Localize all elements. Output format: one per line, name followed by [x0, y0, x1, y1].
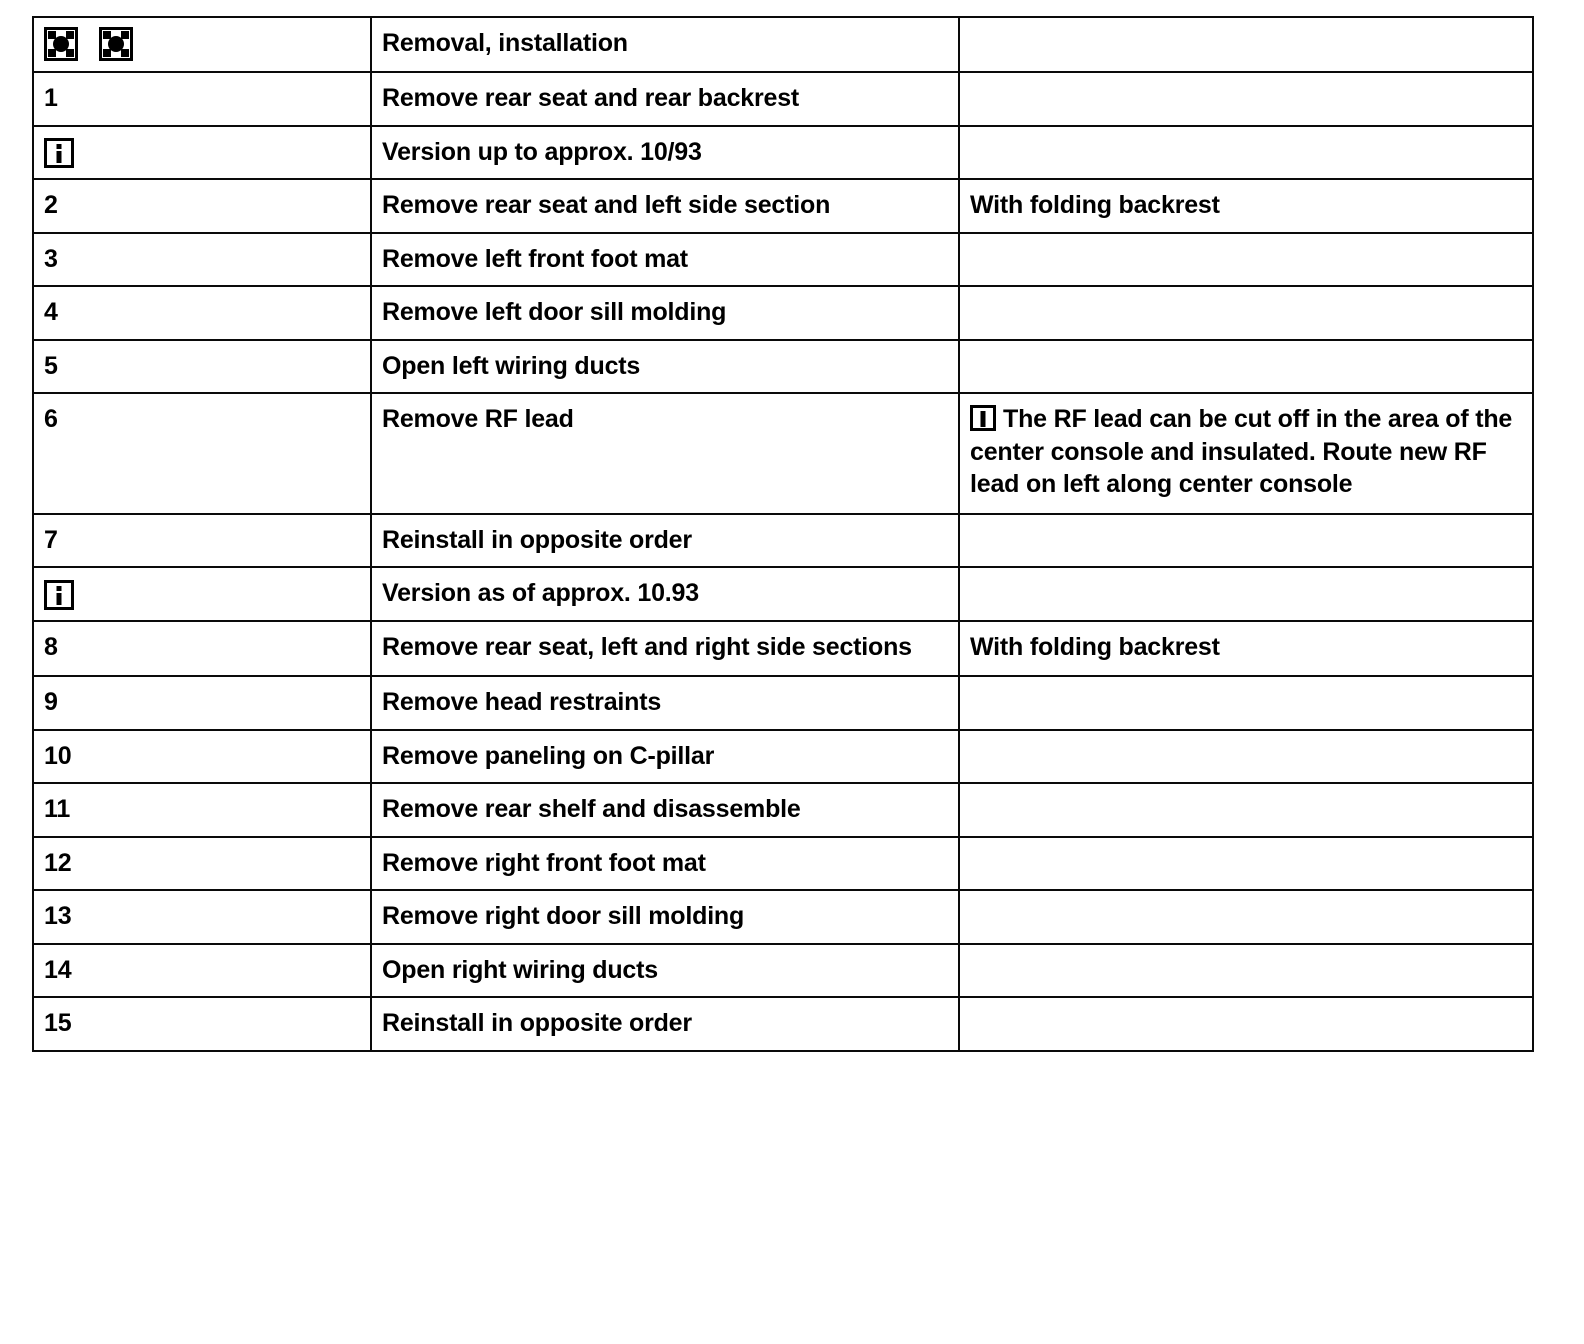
note-cell: [959, 286, 1533, 340]
note-cell: [959, 17, 1533, 72]
step-cell: [33, 567, 371, 621]
step-cell: 8: [33, 621, 371, 677]
note-cell: [959, 567, 1533, 621]
note-cell: With folding backrest: [959, 179, 1533, 233]
table-row: [33, 567, 1533, 621]
step-cell: 6: [33, 393, 371, 514]
operation-cell: Removal, installation: [371, 17, 959, 72]
step-cell: 4: [33, 286, 371, 340]
table-row: [33, 730, 1533, 784]
operation-cell: Remove rear seat, left and right side sections: [371, 621, 959, 677]
note-cell: [959, 676, 1533, 730]
note-cell: [959, 944, 1533, 998]
note-cell: [959, 393, 1533, 514]
note-cell: With folding backrest: [959, 621, 1533, 677]
step-cell: [33, 17, 371, 72]
operation-cell: Remove right door sill molding: [371, 890, 959, 944]
step-cell: [33, 126, 371, 180]
installation-icon: [99, 27, 133, 61]
table-row: [33, 17, 1533, 72]
table-row: [33, 126, 1533, 180]
table-row: [33, 676, 1533, 730]
note-cell: [959, 233, 1533, 287]
operation-cell: Open left wiring ducts: [371, 340, 959, 394]
note-cell: [959, 730, 1533, 784]
operation-cell: Remove rear shelf and disassemble: [371, 783, 959, 837]
information-icon: [970, 405, 996, 431]
operation-cell: Remove rear seat and left side section: [371, 179, 959, 233]
step-cell: 1: [33, 72, 371, 126]
table-row: [33, 233, 1533, 287]
step-cell: 9: [33, 676, 371, 730]
operation-cell: Remove paneling on C-pillar: [371, 730, 959, 784]
note-cell: [959, 837, 1533, 891]
information-icon: [44, 580, 74, 610]
table-row: [33, 837, 1533, 891]
table-row: [33, 783, 1533, 837]
table-row: [33, 997, 1533, 1051]
operation-cell: Reinstall in opposite order: [371, 514, 959, 568]
note-cell: [959, 72, 1533, 126]
operation-cell: Remove head restraints: [371, 676, 959, 730]
table-row: [33, 179, 1533, 233]
operation-cell: Open right wiring ducts: [371, 944, 959, 998]
note-cell: [959, 997, 1533, 1051]
step-cell: 11: [33, 783, 371, 837]
information-icon: [44, 138, 74, 168]
operation-cell: Remove right front foot mat: [371, 837, 959, 891]
note-cell: [959, 126, 1533, 180]
step-cell: 10: [33, 730, 371, 784]
operation-cell: Version up to approx. 10/93: [371, 126, 959, 180]
step-cell: 15: [33, 997, 371, 1051]
procedure-table: [32, 16, 1534, 1052]
table-row: [33, 890, 1533, 944]
note-text: The RF lead can be cut off in the area of the center console and insulated. Route new RF lead on left along center console: [970, 405, 1513, 499]
table-row: [33, 944, 1533, 998]
note-cell: [959, 890, 1533, 944]
step-cell: 2: [33, 179, 371, 233]
operation-cell: Remove left front foot mat: [371, 233, 959, 287]
operation-cell: Version as of approx. 10.93: [371, 567, 959, 621]
step-cell: 7: [33, 514, 371, 568]
table-row: [33, 340, 1533, 394]
note-cell: [959, 783, 1533, 837]
operation-cell: Remove rear seat and rear backrest: [371, 72, 959, 126]
operation-cell: Remove RF lead: [371, 393, 959, 514]
step-cell: 12: [33, 837, 371, 891]
table-row: [33, 514, 1533, 568]
table-row: [33, 72, 1533, 126]
table-row: [33, 286, 1533, 340]
step-cell: 14: [33, 944, 371, 998]
note-cell: [959, 514, 1533, 568]
step-cell: 3: [33, 233, 371, 287]
table-row: [33, 621, 1533, 677]
step-cell: 5: [33, 340, 371, 394]
operation-cell: Remove left door sill molding: [371, 286, 959, 340]
removal-icon: [44, 27, 78, 61]
note-cell: [959, 340, 1533, 394]
operation-cell: Reinstall in opposite order: [371, 997, 959, 1051]
step-cell: 13: [33, 890, 371, 944]
table-row: [33, 393, 1533, 514]
